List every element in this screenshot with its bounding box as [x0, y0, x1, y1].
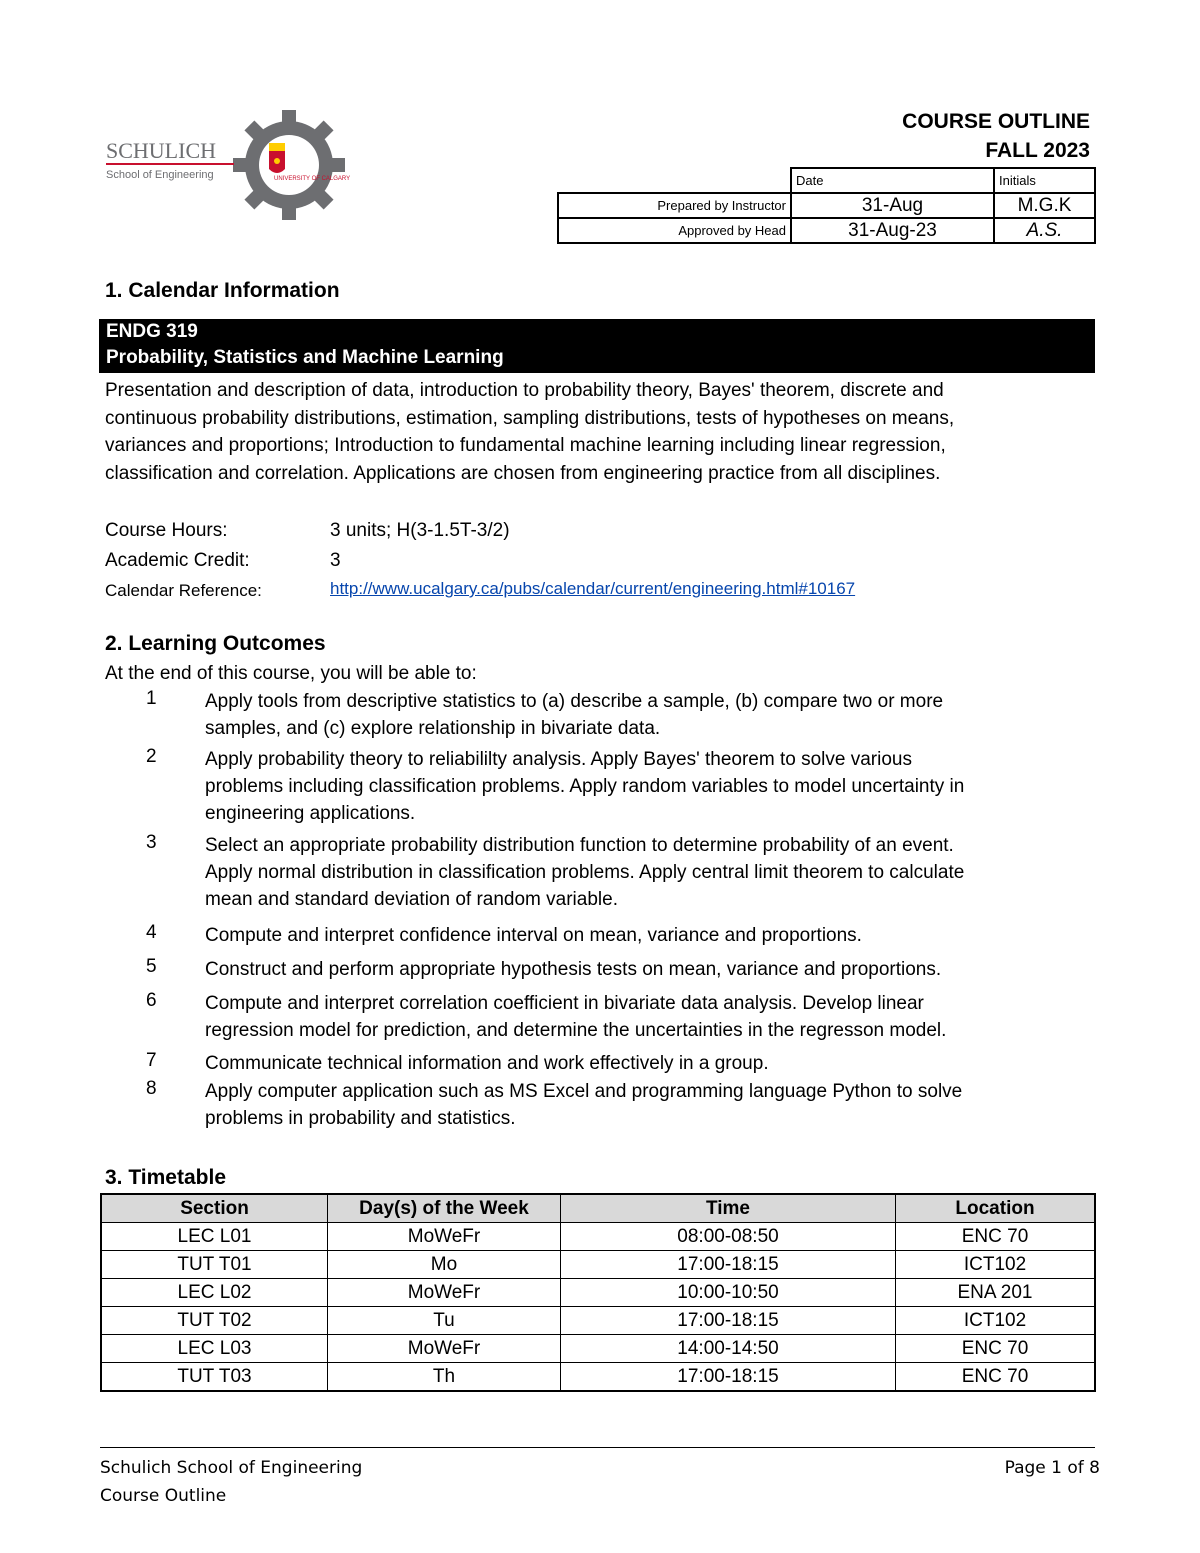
table-cell: TUT T02 — [101, 1307, 328, 1335]
table-cell: ICT102 — [896, 1307, 1096, 1335]
table-cell: TUT T03 — [101, 1363, 328, 1392]
approval-table — [557, 167, 1096, 244]
gear-icon — [233, 110, 345, 220]
approval-row-date: 31-Aug-23 — [791, 218, 994, 243]
timetable-col-header: Time — [561, 1194, 896, 1223]
outcome-line: Construct and perform appropriate hypothesis tests on mean, variance and proportions. — [205, 959, 942, 980]
table-row — [101, 1335, 1095, 1363]
description-line: classification and correlation. Applications are chosen from engineering practice from all disciplines. — [105, 462, 941, 484]
outcome-text — [205, 832, 1095, 913]
outcome-line: regression model for prediction, and determine the uncertainties in the regresson model. — [205, 1020, 947, 1041]
logo-school-bottom: School of Engineering — [106, 169, 214, 181]
table-row — [101, 1279, 1095, 1307]
academic-credit-label: Academic Credit: — [105, 550, 250, 571]
description-line: variances and proportions; Introduction to fundamental machine learning including linear regression, — [105, 435, 946, 456]
outcome-line: Compute and interpret confidence interval on mean, variance and proportions. — [205, 925, 862, 946]
table-cell: MoWeFr — [328, 1223, 561, 1251]
outcome-number: 7 — [146, 1050, 157, 1071]
outcomes-intro: At the end of this course, you will be able to: — [105, 663, 477, 684]
course-hours-value: 3 units; H(3-1.5T-3/2) — [330, 520, 510, 541]
footer-page-number: Page 1 of 8 — [1004, 1458, 1100, 1478]
table-cell: TUT T01 — [101, 1251, 328, 1279]
course-hours-label: Course Hours: — [105, 520, 228, 541]
outcome-line: problems in probability and statistics. — [205, 1108, 516, 1129]
table-cell: 17:00-18:15 — [561, 1251, 896, 1279]
outcome-line: Apply normal distribution in classification problems. Apply central limit theorem to calculate — [205, 862, 965, 883]
outcome-line: samples, and (c) explore relationship in bivariate data. — [205, 718, 661, 739]
outcome-number: 4 — [146, 922, 157, 943]
table-cell: ENC 70 — [896, 1335, 1096, 1363]
timetable-col-header: Day(s) of the Week — [328, 1194, 561, 1223]
table-cell: Tu — [328, 1307, 561, 1335]
logo-school-top: SCHULICH — [106, 138, 217, 163]
table-row — [101, 1223, 1095, 1251]
term-title: FALL 2023 — [985, 139, 1090, 162]
outcome-number: 3 — [146, 832, 157, 853]
table-cell: 08:00-08:50 — [561, 1223, 896, 1251]
footer-divider — [100, 1447, 1095, 1448]
table-cell: ICT102 — [896, 1251, 1096, 1279]
table-row — [101, 1251, 1095, 1279]
footer-doc: Course Outline — [100, 1486, 227, 1506]
section-heading-timetable: 3. Timetable — [105, 1166, 226, 1189]
outcome-number: 1 — [146, 688, 157, 709]
outcome-text — [205, 956, 1095, 983]
table-cell: LEC L03 — [101, 1335, 328, 1363]
outcome-line: engineering applications. — [205, 803, 416, 824]
outcome-line: Apply tools from descriptive statistics to (a) describe a sample, (b) compare two or more — [205, 691, 944, 712]
page-title: COURSE OUTLINE — [902, 110, 1090, 133]
approval-col-date: Date — [791, 168, 994, 193]
approval-row-date: 31-Aug — [791, 193, 994, 218]
table-cell: Th — [328, 1363, 561, 1392]
approval-row-initials: A.S. — [994, 218, 1095, 243]
outcome-line: Apply computer application such as MS Excel and programming language Python to solve — [205, 1081, 963, 1102]
calendar-reference-link[interactable]: http://www.ucalgary.ca/pubs/calendar/current/engineering.html#10167 — [330, 579, 856, 598]
table-cell: ENC 70 — [896, 1223, 1096, 1251]
outcome-line: Compute and interpret correlation coefficient in bivariate data analysis. Develop linear — [205, 993, 924, 1014]
logo-university: UNIVERSITY OF CALGARY — [274, 176, 351, 182]
calendar-reference-label: Calendar Reference: — [105, 581, 262, 600]
outcome-number: 6 — [146, 990, 157, 1011]
schulich-logo — [104, 110, 354, 220]
outcome-number: 2 — [146, 746, 157, 767]
course-code: ENDG 319 — [106, 321, 198, 342]
table-cell: MoWeFr — [328, 1335, 561, 1363]
approval-row-initials: M.G.K — [994, 193, 1095, 218]
table-cell: LEC L02 — [101, 1279, 328, 1307]
table-cell: 10:00-10:50 — [561, 1279, 896, 1307]
outcome-text — [205, 1050, 1095, 1077]
outcome-text — [205, 746, 1095, 827]
table-cell: ENA 201 — [896, 1279, 1096, 1307]
course-title-bar — [99, 319, 1095, 373]
table-cell: 14:00-14:50 — [561, 1335, 896, 1363]
course-name: Probability, Statistics and Machine Learning — [106, 347, 504, 368]
approval-col-initials: Initials — [994, 168, 1095, 193]
outcome-line: Apply probability theory to reliabililty analysis. Apply Bayes' theorem to solve various — [205, 749, 912, 770]
table-cell: LEC L01 — [101, 1223, 328, 1251]
approval-row-label: Prepared by Instructor — [558, 193, 791, 218]
outcome-number: 5 — [146, 956, 157, 977]
outcome-text — [205, 922, 1095, 949]
table-cell: 17:00-18:15 — [561, 1307, 896, 1335]
outcome-text — [205, 990, 1095, 1044]
section-heading-calendar: 1. Calendar Information — [105, 279, 340, 302]
academic-credit-value: 3 — [330, 550, 341, 571]
outcome-line: problems including classification problems. Apply random variables to model uncertainty in — [205, 776, 965, 797]
outcome-line: Select an appropriate probability distribution function to determine probability of an event. — [205, 835, 954, 856]
table-cell: 17:00-18:15 — [561, 1363, 896, 1392]
outcome-line: mean and standard deviation of random variable. — [205, 889, 618, 910]
footer-school: Schulich School of Engineering — [100, 1458, 363, 1478]
description-line: Presentation and description of data, introduction to probability theory, Bayes' theorem, discrete and — [105, 380, 944, 401]
outcome-line: Communicate technical information and work effectively in a group. — [205, 1053, 769, 1074]
timetable-col-header: Location — [896, 1194, 1096, 1223]
course-description — [105, 377, 1100, 487]
outcome-text — [205, 1078, 1095, 1132]
table-cell: Mo — [328, 1251, 561, 1279]
table-row — [101, 1307, 1095, 1335]
section-heading-outcomes: 2. Learning Outcomes — [105, 632, 326, 655]
timetable-col-header: Section — [101, 1194, 328, 1223]
table-cell: ENC 70 — [896, 1363, 1096, 1392]
outcome-text — [205, 688, 1095, 742]
outcome-number: 8 — [146, 1078, 157, 1099]
description-line: continuous probability distributions, estimation, sampling distributions, tests of hypotheses on means, — [105, 407, 955, 429]
table-row — [101, 1363, 1095, 1392]
approval-row-label: Approved by Head — [558, 218, 791, 243]
table-cell: MoWeFr — [328, 1279, 561, 1307]
timetable — [100, 1193, 1096, 1392]
